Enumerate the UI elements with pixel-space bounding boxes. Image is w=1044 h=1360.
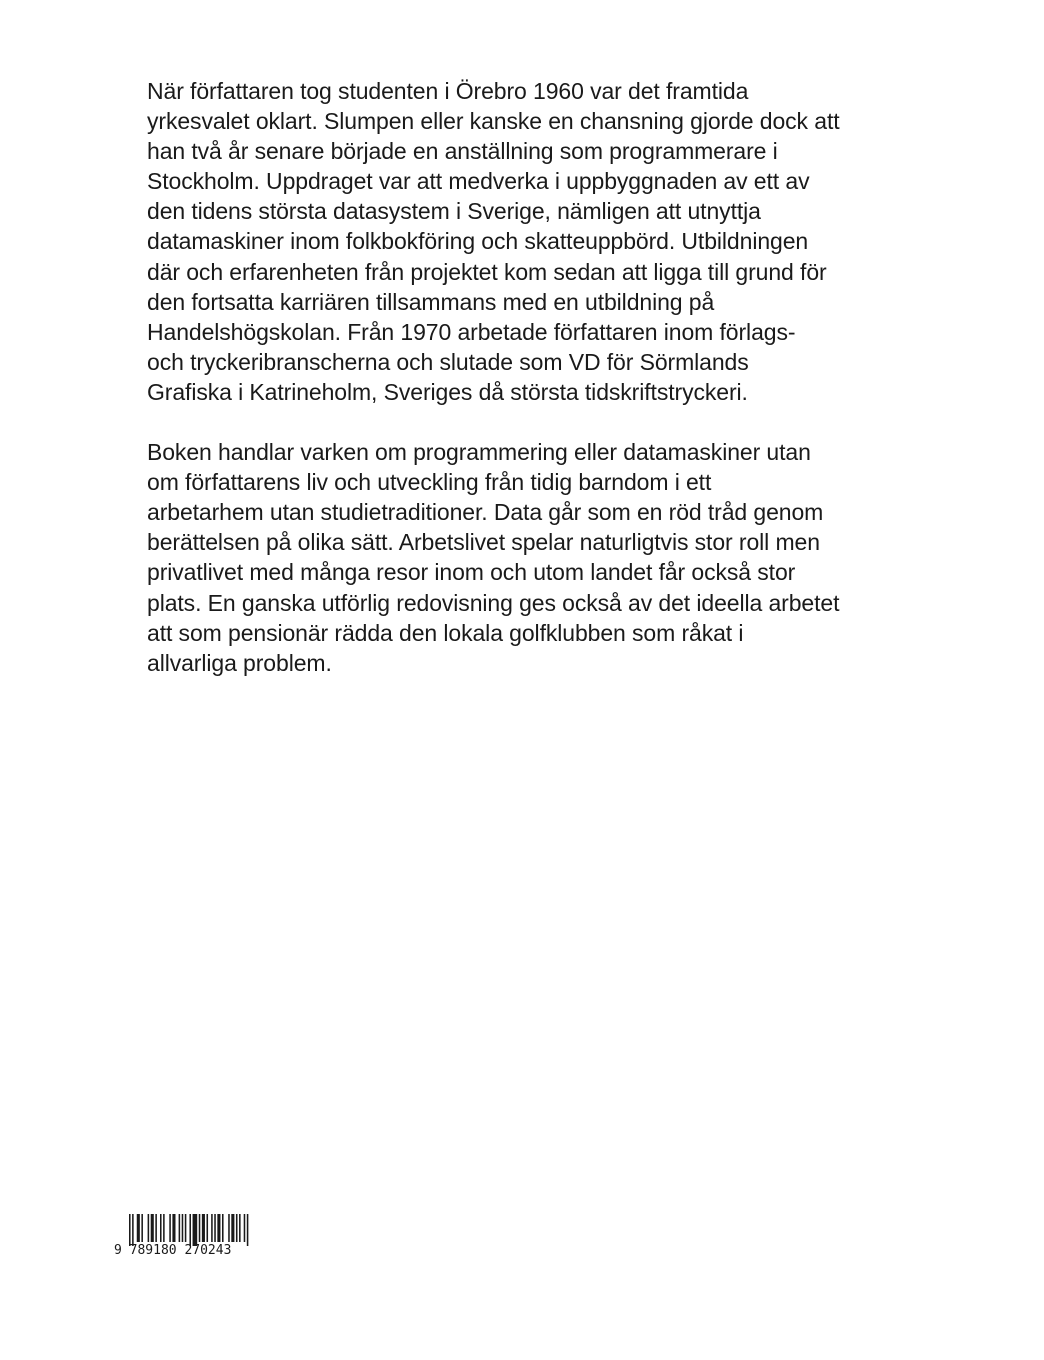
barcode-bar [202, 1214, 205, 1242]
paragraph-career: När författaren tog studenten i Örebro 1960 var det framtida yrkesvalet oklart. Slumpen eller kanske en chansning gjorde dock att han två år senare började en anställning som programmerare i Stockholm. Uppdraget var att medverka i uppbyggnaden av ett av den tidens största datasystem i Sverige, nämligen att utnyttja datamaskiner inom folkbokföring och skatteuppbörd. Utbildningen där och erfarenheten från projektet kom sedan att ligga till grund för den fortsatta karriären tillsammans med en utbildning på Handelshögskolan. Från 1970 arbetade författaren inom förlags- och tryckeribranscherna och slutade som VD för Sörmlands Grafiska i Katrineholm, Sveriges då största tidskriftstryckeri. [147, 78, 840, 405]
barcode-bar [185, 1214, 187, 1242]
barcode-bar [182, 1214, 184, 1242]
barcode-bar [244, 1214, 246, 1242]
barcode-bar [228, 1214, 230, 1242]
barcode-bar [169, 1214, 171, 1242]
barcode-digits: 9 789180 270243 [114, 1243, 232, 1258]
barcode-bar [217, 1214, 220, 1242]
barcode-bar [160, 1214, 162, 1242]
barcode-bar [148, 1214, 150, 1242]
barcode-bar [141, 1214, 143, 1242]
barcode-bar [247, 1214, 249, 1246]
barcode-bar [179, 1214, 181, 1242]
barcode-bars [114, 1214, 284, 1246]
barcode-bar [193, 1214, 198, 1246]
paragraph-about-book: Boken handlar varken om programmering eller datamaskiner utan om författarens liv och utveckling från tidig barndom i ett arbetarhem utan studietraditioner. Data går som en röd tråd genom berättelsen på olika sätt. Arbetslivet spelar naturligtvis stor roll men privatlivet med många resor inom och utom landet får också stor plats. En ganska utförlig redovisning ges också av det ideella arbetet att som pensionär rädda den lokala golfklubben som råkat i allvarliga problem. [147, 439, 840, 676]
barcode-bar [137, 1214, 140, 1242]
barcode-bar [214, 1214, 216, 1242]
barcode-bar [132, 1214, 134, 1246]
barcode-bar [163, 1214, 165, 1242]
isbn-barcode [114, 1214, 284, 1262]
barcode-bar [207, 1214, 209, 1242]
barcode-bar [239, 1214, 241, 1242]
barcode-bar [199, 1214, 201, 1242]
barcode-bar [231, 1214, 234, 1242]
barcode-bar [236, 1214, 238, 1242]
barcode-bar [129, 1214, 131, 1246]
barcode-bar [151, 1214, 154, 1242]
barcode-bar [172, 1214, 175, 1242]
barcode-bar [222, 1214, 224, 1242]
back-cover-text [147, 76, 907, 678]
barcode-bar [189, 1214, 191, 1246]
barcode-bar [211, 1214, 213, 1242]
barcode-bar [155, 1214, 157, 1242]
